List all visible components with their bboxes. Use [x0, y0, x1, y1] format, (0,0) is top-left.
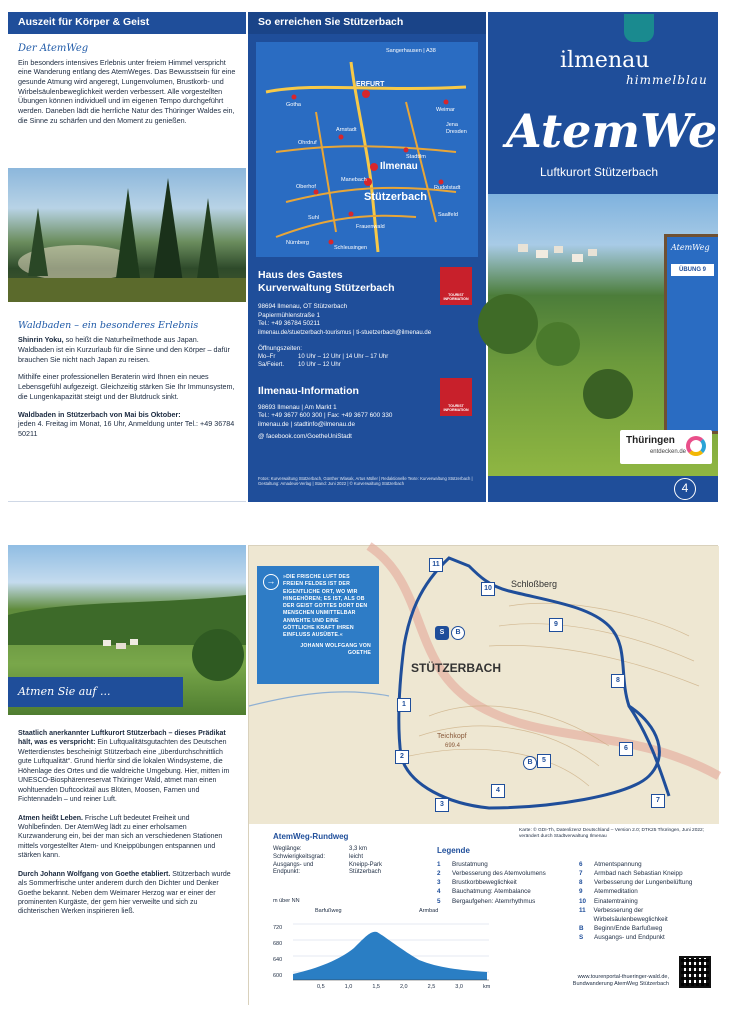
map-label-oberhof: Oberhof: [296, 184, 316, 190]
map-label-rudolstadt: Rudolstadt: [434, 185, 461, 191]
qr-code-icon[interactable]: [679, 956, 711, 988]
ilmenau-information: [248, 370, 486, 442]
intro-body: Ein Luftqualitätsgutachten des Deutschen Wetterdienstes bescheinigt Stützerbach eine „überdurchschnittlich gute Luftqualität“. Grund hierfür sind die lokalen Windsysteme, die Höhenlage des Ortes und die waldreiche Umgebung. Hier, mitten im UNESCO-Biosphärenreservat Thüringer Wald, atmet man einen wohltuenden Duftcocktail aus Blüten, Moosen, Farnen und Fichtennadeln – und reiner Luft.: [18, 739, 230, 804]
profile-yticks: [273, 920, 282, 984]
tourenportal-link[interactable]: www.tourenportal-thueringer-wald.de, Bundwanderung AtemWeg Stützerbach: [572, 974, 669, 988]
legend-item: 8 Verbesserung der Lungenbelüftung: [579, 879, 693, 887]
map-label-stadtilm: Stadtilm: [406, 154, 426, 160]
arrow-icon: →: [263, 574, 279, 590]
legend-item: 10 Einatemtraining: [579, 897, 638, 905]
page-number-badge: 4: [674, 478, 696, 500]
station-marker-11[interactable]: 11: [429, 558, 443, 572]
map-label-ohrdruf: Ohrdruf: [298, 140, 317, 146]
station-marker-9[interactable]: 9: [549, 618, 563, 632]
legend-right: [579, 860, 713, 942]
atemweg-text: Ein besonders intensives Erlebnis unter freiem Himmel verspricht eine Wanderung entlang des AtemWeges. Das Bewusstsein für eine gesunde Atmung wird angeregt, Lungenvolumen, Brustkorb- und Wirbelsäulenbeweglichkeit werden verbessert. Alle vorgestellten Übungen können individuell und im eigenen Tempo durchgeführt werden. Daneben lädt die herrliche Natur des Thüringer Waldes ein, die Sinne zu schärfen und den Moment zu genießen.: [18, 57, 236, 125]
waldbaden-text2: Mithilfe einer professionellen Beraterin wird Ihnen ein neues Lebensgefühl aufgezeigt. Gleichzeitig stärken Sie Ihr Immunsystem, die Lungenkapazität steigt und der Blutdruck sinkt.: [18, 372, 235, 401]
waldbaden-info-lead: Waldbaden in Stützerbach von Mai bis Oktober:: [18, 409, 181, 419]
atmen-text: [8, 814, 246, 861]
legend-item: 9 Atemmeditation: [579, 888, 638, 896]
cover-panel: [488, 12, 749, 502]
xtick: 2,5: [427, 984, 436, 990]
waldbaden-text: [8, 335, 246, 364]
legend-item: 5 Bergaufgehen: Atemrhythmus: [437, 897, 536, 905]
legend-item: S Ausgangs- und Endpunkt: [579, 934, 665, 941]
crest-icon: [624, 14, 654, 42]
legend-title: Legende: [437, 846, 470, 855]
profile-ylabel: m über NN: [273, 898, 300, 904]
town-label: STÜTZERBACH: [411, 661, 501, 675]
map-label-nuernberg: Nürnberg: [286, 240, 309, 246]
cover-photo: [488, 194, 718, 476]
map-credit: Karte: © GDI-Th, Datenlizenz Deutschland – Version 2.0; DTK25 Thüringen, Juni 2022; verändert durch Stadtverwaltung Ilmenau: [519, 828, 705, 840]
legend-item: 11 Verbesserung der Wirbelsäulenbeweglichkeit: [579, 906, 668, 923]
station-marker-5[interactable]: 5: [537, 754, 551, 768]
map-label-saalfeld: Saalfeld: [438, 212, 458, 218]
station-marker-3[interactable]: 3: [435, 798, 449, 812]
teichkopf-label: Teichkopf: [437, 733, 467, 740]
brand-sub: himmelblau: [626, 73, 708, 87]
waldbaden-info: [8, 410, 246, 439]
shinrin-yoku: Shinrin Yoku,: [18, 335, 64, 345]
cover-subtitle: Luftkurort Stützerbach: [540, 165, 659, 179]
barefoot-marker-b[interactable]: B: [451, 626, 465, 640]
station-marker-8[interactable]: 8: [611, 674, 625, 688]
station-marker-10[interactable]: 10: [481, 582, 495, 596]
tourist-badge: TOURIST INFORMATION: [440, 267, 472, 305]
panel-header: Auszeit für Körper & Geist: [8, 12, 246, 34]
haus-title: Haus des Gastes Kurverwaltung Stützerbach: [258, 269, 395, 295]
xtick: 1,5: [372, 984, 380, 990]
haus-web[interactable]: ilmenau.de/stuetzerbach-tourismus | ti-stuetzerbach@ilmenau.de: [258, 329, 432, 336]
legend-item: 7 Armbad nach Sebastian Kneipp: [579, 870, 683, 878]
sign-title: AtemWeg: [671, 243, 710, 252]
map-label-manebach: Manebach: [341, 177, 367, 183]
xtick: 1,0: [344, 984, 353, 990]
info-address: 98693 Ilmenau | Am Markt 1 Tel.: +49 3677 600 300 | Fax: +49 3677 600 330 ilmenau.de | stadtinfo@ilmenau.de: [258, 403, 393, 428]
opening-row-2: [258, 361, 476, 369]
xtick: 2,0: [399, 984, 408, 990]
waldbaden-info-body: jeden 4. Freitag im Monat, 16 Uhr, Anmeldung unter Tel.: +49 36784 50211: [18, 419, 235, 439]
atemweg-heading: Der AtemWeg: [18, 43, 89, 54]
map-label-jena: Jena Dresden: [446, 122, 467, 136]
xtick: km: [482, 984, 491, 990]
waldbaden-text-body: so heißt die Naturheilmethode aus Japan. Waldbaden ist ein Kurzurlaub für die Sinne und den Körper – dafür brauchen Sie nicht nach Japan zu reisen.: [18, 335, 230, 364]
waldbaden-heading: Waldbaden – ein besonderes Erlebnis: [18, 319, 199, 331]
map-label-weimar: Weimar: [436, 107, 455, 113]
station-marker-1[interactable]: 1: [397, 698, 411, 712]
panel-auszeit: [8, 12, 246, 502]
ytick: 680: [273, 941, 283, 947]
station-marker-2[interactable]: 2: [395, 750, 409, 764]
opening-row-1: [258, 353, 476, 361]
facebook-link[interactable]: @ facebook.com/GoetheUniStadt: [258, 433, 352, 441]
brand-name: ilmenau: [560, 48, 650, 73]
thueringen-logo: [620, 430, 712, 464]
profile-barfussweg: Barfußweg: [315, 908, 342, 914]
panel-anreise: [248, 12, 486, 502]
map-label-erfurt: ERFURT: [356, 81, 385, 88]
legend-item: 6 Atmentspannung: [579, 861, 642, 868]
opening-time: 10 Uhr – 12 Uhr | 14 Uhr – 17 Uhr: [298, 354, 389, 361]
map-label-ilmenau: Ilmenau: [380, 161, 418, 172]
legend-item: 4 Bauchatmung: Atembalance: [437, 888, 531, 896]
opening-title: Öffnungszeiten:: [258, 344, 302, 352]
station-marker-4[interactable]: 4: [491, 784, 505, 798]
goethe-quote-box: [257, 566, 379, 684]
quote-author: JOHANN WOLFGANG VON GOETHE: [300, 642, 371, 656]
xtick: 0,5: [317, 984, 325, 990]
legend-item: 3 Brustkorbbeweglichkeit: [437, 879, 517, 887]
atmen-lead: Atmen heißt Leben.: [18, 814, 83, 822]
ytick: 600: [273, 973, 283, 979]
forest-illustration: [8, 168, 246, 302]
station-marker-7[interactable]: 7: [651, 794, 665, 808]
teichkopf-height: 699.4: [445, 743, 461, 749]
map-label-schleusingen: Schleusingen: [334, 245, 368, 251]
map-label-frauenwald: Frauenwald: [356, 224, 385, 230]
map-label-stuetzerbach: Stützerbach: [364, 191, 427, 203]
intro-lead: Staatlich anerkannter Luftkurort Stützerbach – dieses Prädikat hält, was es verspricht:: [18, 730, 226, 747]
station-marker-6[interactable]: 6: [619, 742, 633, 756]
road-map: [256, 42, 478, 257]
goethe-text: [8, 870, 246, 917]
route-title: AtemWeg-Rundweg: [273, 832, 349, 841]
map-label-gotha: Gotha: [286, 102, 301, 108]
map-label-suhl: Suhl: [308, 215, 320, 221]
thueringen-sub: entdecken.de: [649, 448, 686, 455]
atemweg-sign: [664, 234, 718, 434]
profile-xticks: [317, 984, 490, 991]
legend-item: 2 Verbesserung des Atemvolumens: [437, 870, 546, 878]
haus-address: 98694 Ilmenau, OT Stützerbach Papiermühlenstraße 1 Tel.: +49 36784 50211: [258, 303, 348, 328]
barefoot-marker-b[interactable]: B: [523, 756, 537, 770]
quote-text: »DIE FRISCHE LUFT DES FREIEN FELDES IST DER EIGENTLICHE ORT, WO WIR HINGEHÖREN; ES IST, ALS OB DER GEIST GOTTES DORT DEN MENSCHEN UNMITTELBAR ANWEHTE UND EINE GÖTTLICHE KRAFT IHREN EINFLUSS AUSÜBTE.«: [283, 574, 368, 639]
sign-station: ÜBUNG 9: [671, 264, 714, 276]
start-marker-s[interactable]: S: [435, 626, 449, 640]
legend-left: [437, 860, 577, 906]
route-info-labels: Weglänge: Schwierigkeitsgrad: Ausgangs- und Endpunkt:: [273, 846, 326, 876]
goethe-lead: Durch Johann Wolfgang von Goethe etabliert.: [18, 870, 171, 878]
route-info-area: [249, 824, 719, 1006]
valley-photo: [8, 545, 246, 715]
opening-day: Mo–Fr: [258, 354, 276, 361]
opening-time: 10 Uhr – 12 Uhr: [298, 362, 341, 369]
opening-day: Sa/Feiert.: [258, 362, 285, 369]
map-label-arnstadt: Arnstadt: [336, 127, 357, 133]
thueringen-ring-icon: [686, 436, 706, 456]
tourist-badge: TOURIST INFORMATION: [440, 378, 472, 416]
photo-caption: Atmen Sie auf ...: [8, 677, 183, 707]
map-label-sangerhausen: Sangerhausen | A38: [386, 48, 436, 54]
atmen-body: Frische Luft bedeutet Freiheit und Wohlbefinden. Der AtemWeg lädt zu einer erholsamen Kurzwanderung ein, bei der man sich an verschiedenen Stationen mittels vorgestellter Atem- und Kneippübungen entspannen und stärken kann.: [18, 814, 223, 860]
goethe-body: Stützerbach wurde als Sommerfrische unter anderem durch den Dichter und Denker Goethe bekannt. Neben dem Weimarer Herzog war er einer der prominenten Kurgäste, der gern hier verweilte und sich zu dichterischen Werken inspirieren ließ.: [18, 870, 231, 916]
profile-armbad: Armbad: [419, 908, 439, 914]
route-info-values: 3,3 km leicht Kneipp-Park Stützerbach: [349, 846, 383, 876]
cover-title: AtemWeg: [506, 104, 749, 158]
ytick: 720: [273, 925, 283, 931]
route-map-panel: [248, 545, 718, 1005]
xtick: 3,0: [455, 984, 463, 990]
forest-photo: [8, 168, 246, 302]
fineprint: Fotos: Kurverwaltung Stützerbach, Günther Wlasak, Artus Müller | Redaktionelle Texte: Kurverwaltung Stützerbach | Gestaltung: Amadeus-Verlag | Stand: Juni 2022 | © Kurverwaltung Stützerbach: [258, 476, 473, 487]
ytick: 640: [273, 957, 283, 963]
legend-item: 1 Brustatmung: [437, 861, 488, 868]
intro-text: [8, 729, 246, 805]
panel-header: So erreichen Sie Stützerbach: [248, 12, 486, 34]
haus-des-gastes: [248, 257, 486, 370]
schlossberg-label: Schloßberg: [511, 579, 558, 589]
legend-item: B Beginn/Ende Barfußweg: [579, 924, 663, 932]
info-title: Ilmenau-Information: [258, 384, 359, 397]
panel-atmen: [8, 545, 246, 1005]
thueringen-text: Thüringen: [626, 435, 675, 446]
